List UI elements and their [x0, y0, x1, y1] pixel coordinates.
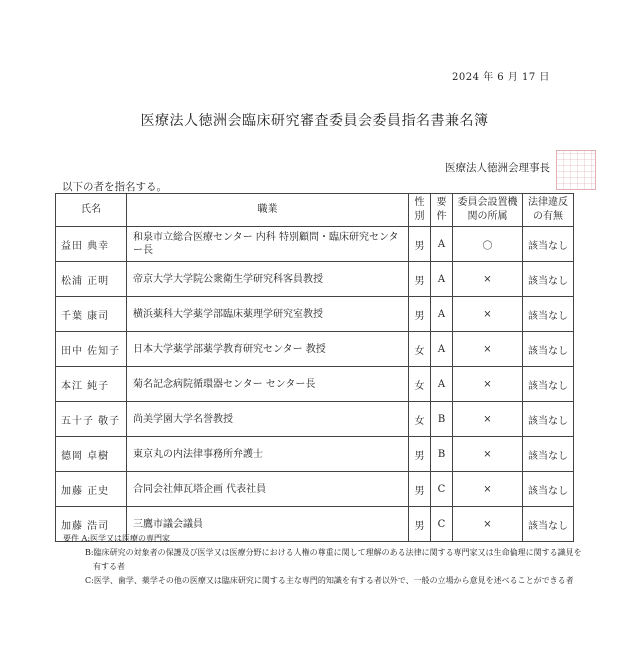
- table-row: [56, 332, 574, 367]
- member-name: 田中 佐知子: [56, 332, 127, 367]
- member-name: 本江 純子: [56, 367, 127, 402]
- member-job: 帝京大学大学院公衆衛生学研究科客員教授: [127, 262, 409, 297]
- member-violation: 該当なし: [523, 367, 574, 402]
- member-name: 千葉 康司: [56, 297, 127, 332]
- document-date: 2024 年 6 月 17 日: [452, 72, 550, 83]
- member-violation: 該当なし: [523, 227, 574, 262]
- member-job: 尚美学園大学名誉教授: [127, 402, 409, 437]
- member-requirement: A: [431, 332, 453, 367]
- member-requirement: A: [431, 367, 453, 402]
- member-violation: 該当なし: [523, 472, 574, 507]
- member-gender: 男: [409, 472, 431, 507]
- member-affiliation: 〇: [453, 227, 523, 262]
- member-violation: 該当なし: [523, 402, 574, 437]
- member-gender: 男: [409, 297, 431, 332]
- committee-members-table: [55, 193, 574, 542]
- member-gender: 男: [409, 437, 431, 472]
- member-gender: 女: [409, 402, 431, 437]
- member-job: 三鷹市議会議員: [127, 507, 409, 542]
- requirements-notes: [63, 532, 583, 588]
- member-violation: 該当なし: [523, 262, 574, 297]
- table-row: [56, 227, 574, 262]
- member-affiliation: ×: [453, 297, 523, 332]
- member-affiliation: ×: [453, 332, 523, 367]
- table-row: [56, 262, 574, 297]
- member-gender: 女: [409, 367, 431, 402]
- member-requirement: B: [431, 402, 453, 437]
- member-violation: 該当なし: [523, 437, 574, 472]
- note-requirement-b: B:臨床研究の対象者の保護及び医学又は医療分野における人権の尊重に関して理解のある法律に関する専門家又は生命倫理に関する識見を有する者: [85, 548, 582, 571]
- member-violation: 該当なし: [523, 507, 574, 542]
- member-affiliation: ×: [453, 507, 523, 542]
- table-header-row: [56, 194, 574, 227]
- member-gender: 男: [409, 262, 431, 297]
- note-requirement-a: 要件 A:医学又は医療の専門家: [63, 534, 171, 543]
- member-gender: 男: [409, 227, 431, 262]
- member-job: 合同会社俥瓦塔企画 代表社員: [127, 472, 409, 507]
- member-affiliation: ×: [453, 437, 523, 472]
- table-row: [56, 297, 574, 332]
- member-affiliation: ×: [453, 367, 523, 402]
- document-title: 医療法人徳洲会臨床研究審査委員会委員指名書兼名簿: [140, 113, 489, 129]
- member-requirement: B: [431, 437, 453, 472]
- member-affiliation: ×: [453, 262, 523, 297]
- member-requirement: A: [431, 262, 453, 297]
- header-job: 職業: [127, 194, 409, 227]
- member-gender: 男: [409, 507, 431, 542]
- member-name: 益田 典幸: [56, 227, 127, 262]
- member-requirement: C: [431, 472, 453, 507]
- header-affiliation: 委員会設置機関の所属: [453, 194, 523, 227]
- member-name: 松浦 正明: [56, 262, 127, 297]
- table-row: [56, 472, 574, 507]
- member-violation: 該当なし: [523, 297, 574, 332]
- note-requirement-c: C:医学、歯学、薬学その他の医療又は臨床研究に関する主な専門的知識を有する者以外で、一般の立場から意見を述べることができる者: [85, 576, 574, 585]
- header-requirement: 要件: [431, 194, 453, 227]
- member-requirement: A: [431, 297, 453, 332]
- member-violation: 該当なし: [523, 332, 574, 367]
- member-gender: 女: [409, 332, 431, 367]
- member-affiliation: ×: [453, 402, 523, 437]
- member-name: 五十子 敬子: [56, 402, 127, 437]
- member-job: 菊名記念病院循環器センター センター長: [127, 367, 409, 402]
- member-job: 横浜薬科大学薬学部臨床薬理学研究室教授: [127, 297, 409, 332]
- intro-text: 以下の者を指名する。: [62, 181, 167, 193]
- member-requirement: A: [431, 227, 453, 262]
- member-requirement: C: [431, 507, 453, 542]
- member-name: 加藤 正史: [56, 472, 127, 507]
- table-row: [56, 402, 574, 437]
- member-name: 德岡 卓樹: [56, 437, 127, 472]
- member-name: 加藤 浩司: [56, 507, 127, 542]
- issuer-name: 医療法人徳洲会理事長: [445, 162, 550, 174]
- member-affiliation: ×: [453, 472, 523, 507]
- header-name: 氏名: [56, 194, 127, 227]
- table-row: [56, 367, 574, 402]
- official-seal-stamp: [556, 150, 596, 190]
- table-row: [56, 437, 574, 472]
- header-violation: 法律違反の有無: [523, 194, 574, 227]
- header-gender: 性別: [409, 194, 431, 227]
- member-job: 日本大学薬学部薬学教育研究センター 教授: [127, 332, 409, 367]
- member-job: 東京丸の内法律事務所弁護士: [127, 437, 409, 472]
- member-job: 和泉市立総合医療センター 内科 特別顧問・臨床研究センター長: [127, 227, 409, 262]
